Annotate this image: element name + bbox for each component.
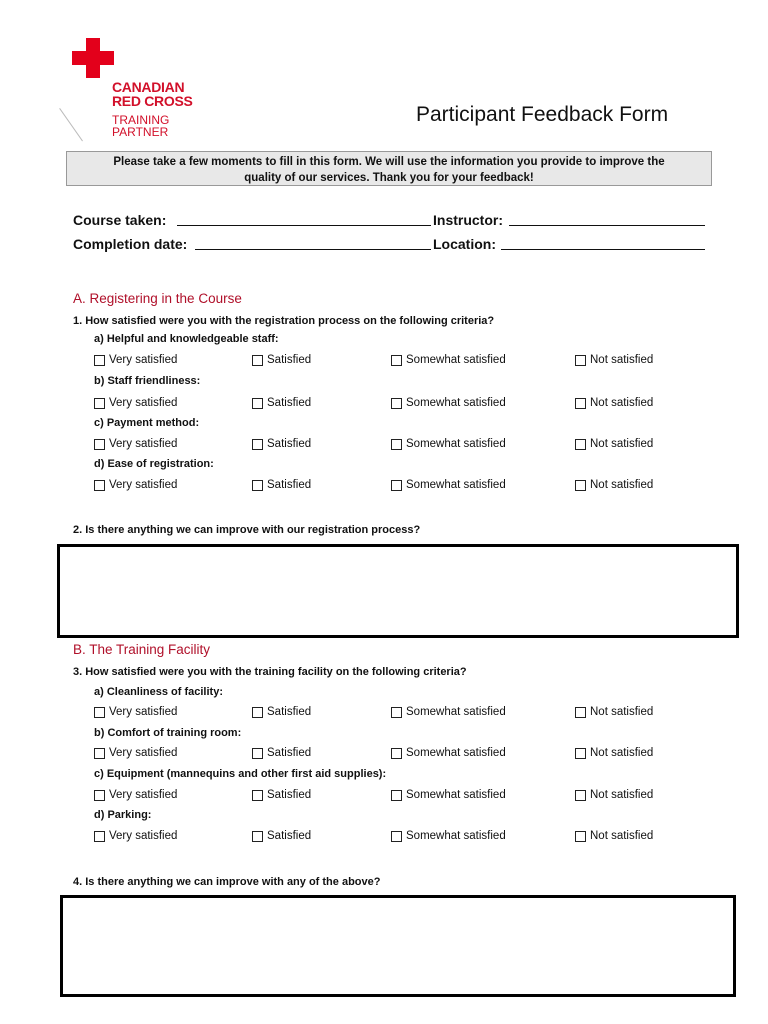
question-4: 4. Is there anything we can improve with any of the above? bbox=[73, 876, 381, 888]
criterion-a4: d) Ease of registration: bbox=[94, 458, 214, 470]
checkbox-q3d-not-satisfied[interactable]: Not satisfied bbox=[575, 830, 653, 842]
checkbox-q1d-very-satisfied[interactable]: Very satisfied bbox=[94, 479, 177, 491]
checkbox-q1a-not-satisfied[interactable]: Not satisfied bbox=[575, 354, 653, 366]
page-title: Participant Feedback Form bbox=[416, 103, 669, 126]
logo-subtitle: TRAINING PARTNER bbox=[112, 113, 170, 139]
completion-date-line[interactable] bbox=[195, 249, 431, 250]
instructor-label: Instructor: bbox=[433, 212, 503, 228]
red-cross-icon-bar bbox=[72, 51, 114, 65]
logo-org-name: CANADIAN RED CROSS bbox=[112, 79, 193, 109]
criterion-b1: a) Cleanliness of facility: bbox=[94, 686, 223, 698]
facility-improvement-textbox[interactable] bbox=[60, 895, 736, 997]
checkbox-q1c-not-satisfied[interactable]: Not satisfied bbox=[575, 438, 653, 450]
course-taken-field[interactable] bbox=[73, 212, 431, 228]
checkbox-q3c-satisfied[interactable]: Satisfied bbox=[252, 789, 311, 801]
checkbox-q1b-not-satisfied[interactable]: Not satisfied bbox=[575, 397, 653, 409]
course-taken-line[interactable] bbox=[177, 225, 431, 226]
checkbox-q1b-very-satisfied[interactable]: Very satisfied bbox=[94, 397, 177, 409]
criterion-b2: b) Comfort of training room: bbox=[94, 727, 242, 739]
checkbox-q3b-somewhat[interactable]: Somewhat satisfied bbox=[391, 747, 506, 759]
checkbox-q3d-very-satisfied[interactable]: Very satisfied bbox=[94, 830, 177, 842]
checkbox-q3a-satisfied[interactable]: Satisfied bbox=[252, 706, 311, 718]
checkbox-q3a-not-satisfied[interactable]: Not satisfied bbox=[575, 706, 653, 718]
checkbox-q1a-satisfied[interactable]: Satisfied bbox=[252, 354, 311, 366]
criterion-a3: c) Payment method: bbox=[94, 417, 200, 429]
checkbox-q3c-somewhat[interactable]: Somewhat satisfied bbox=[391, 789, 506, 801]
question-2: 2. Is there anything we can improve with our registration process? bbox=[73, 524, 421, 536]
checkbox-q1d-not-satisfied[interactable]: Not satisfied bbox=[575, 479, 653, 491]
criterion-b4: d) Parking: bbox=[94, 809, 152, 821]
checkbox-q1c-somewhat[interactable]: Somewhat satisfied bbox=[391, 438, 506, 450]
section-a-title: A. Registering in the Course bbox=[73, 291, 242, 306]
location-label: Location: bbox=[433, 236, 496, 252]
checkbox-q1d-satisfied[interactable]: Satisfied bbox=[252, 479, 311, 491]
criterion-a2: b) Staff friendliness: bbox=[94, 375, 201, 387]
checkbox-q1b-satisfied[interactable]: Satisfied bbox=[252, 397, 311, 409]
checkbox-q1d-somewhat[interactable]: Somewhat satisfied bbox=[391, 479, 506, 491]
completion-date-field[interactable] bbox=[73, 236, 431, 252]
section-b-title: B. The Training Facility bbox=[73, 642, 211, 657]
red-cross-logo bbox=[72, 38, 212, 148]
location-field[interactable] bbox=[433, 236, 705, 252]
instructor-line[interactable] bbox=[509, 225, 705, 226]
question-3: 3. How satisfied were you with the training facility on the following criteria? bbox=[73, 666, 467, 678]
checkbox-q1c-satisfied[interactable]: Satisfied bbox=[252, 438, 311, 450]
criterion-a1: a) Helpful and knowledgeable staff: bbox=[94, 333, 279, 345]
checkbox-q3b-not-satisfied[interactable]: Not satisfied bbox=[575, 747, 653, 759]
checkbox-q3b-satisfied[interactable]: Satisfied bbox=[252, 747, 311, 759]
location-line[interactable] bbox=[501, 249, 705, 250]
checkbox-q3d-somewhat[interactable]: Somewhat satisfied bbox=[391, 830, 506, 842]
checkbox-q1a-very-satisfied[interactable]: Very satisfied bbox=[94, 354, 177, 366]
registration-improvement-textbox[interactable] bbox=[57, 544, 739, 638]
question-1: 1. How satisfied were you with the registration process on the following criteria? bbox=[73, 315, 495, 327]
completion-date-label: Completion date: bbox=[73, 236, 188, 252]
course-taken-label: Course taken: bbox=[73, 212, 167, 228]
checkbox-q3d-satisfied[interactable]: Satisfied bbox=[252, 830, 311, 842]
checkbox-q1b-somewhat[interactable]: Somewhat satisfied bbox=[391, 397, 506, 409]
checkbox-q3a-somewhat[interactable]: Somewhat satisfied bbox=[391, 706, 506, 718]
checkbox-q3c-not-satisfied[interactable]: Not satisfied bbox=[575, 789, 653, 801]
checkbox-q3c-very-satisfied[interactable]: Very satisfied bbox=[94, 789, 177, 801]
checkbox-q1c-very-satisfied[interactable]: Very satisfied bbox=[94, 438, 177, 450]
intro-banner: Please take a few moments to fill in this form. We will use the information you provide to improve the quality of our services. Thank you for your feedback! bbox=[66, 151, 712, 186]
checkbox-q3a-very-satisfied[interactable]: Very satisfied bbox=[94, 706, 177, 718]
instructor-field[interactable] bbox=[433, 212, 705, 228]
checkbox-q3b-very-satisfied[interactable]: Very satisfied bbox=[94, 747, 177, 759]
checkbox-q1a-somewhat[interactable]: Somewhat satisfied bbox=[391, 354, 506, 366]
criterion-b3: c) Equipment (mannequins and other first aid supplies): bbox=[94, 768, 387, 780]
